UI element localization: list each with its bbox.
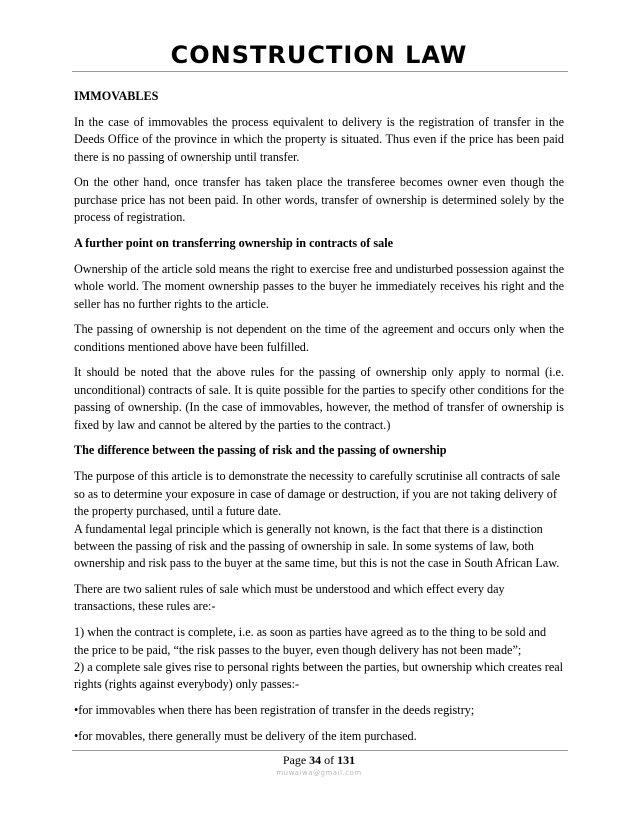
page-number: [0, 753, 638, 768]
paragraph: On the other hand, once transfer has taken place the transferee becomes owner even though the purchase price has not been paid. In other words, transfer of ownership is determined solely by the process of registration.: [74, 175, 564, 225]
section-heading-immovables: IMMOVABLES: [74, 89, 159, 103]
section-heading-risk: The difference between the passing of risk and the passing of ownership: [74, 443, 447, 458]
paragraph: The passing of ownership is not dependent on the time of the agreement and occurs only when the conditions mentioned above have been fulfilled.: [74, 322, 564, 354]
paragraph: A fundamental legal principle which is generally not known, is the fact that there is a distinction between the passing of risk and the passing of ownership in sale. In some systems of law, both ownership and risk pass to the buyer at the same time, but this is not the case in South African Law.: [74, 521, 560, 571]
header-divider: [72, 71, 568, 72]
footer-divider: [72, 750, 568, 751]
paragraph: The purpose of this article is to demonstrate the necessity to carefully scrutinise all contracts of sale so as to determine your exposure in case of damage or destruction, if you are not taking delivery of the property purchased, until a future date.: [74, 469, 560, 519]
paragraph: In the case of immovables the process equivalent to delivery is the registration of transfer in the Deeds Office of the province in which the property is situated. Thus even if the price has been paid there is no passing of ownership until transfer.: [74, 114, 564, 164]
page-number-of: of: [321, 753, 338, 767]
page-content: [74, 88, 564, 753]
rule-item: 2) a complete sale gives rise to personal rights between the parties, but ownership which creates real rights (rights against everybody) only passes:-: [74, 659, 564, 692]
page-header-title: CONSTRUCTION LAW: [170, 41, 468, 69]
page-number-current: 34: [309, 753, 322, 767]
section-heading-transfer: A further point on transferring ownership in contracts of sale: [74, 235, 394, 250]
page-number-total: 131: [337, 753, 356, 767]
bullet-item: •for immovables when there has been registration of transfer in the deeds registry;: [74, 703, 475, 718]
paragraph: It should be noted that the above rules for the passing of ownership only apply to normal (i.e. unconditional) contracts of sale. It is quite possible for the parties to specify other conditions for the passing of ownership. (In the case of immovables, however, the method of transfer of ownership is fixed by law and cannot be altered by the parties to the contract.): [74, 365, 564, 432]
bullet-item: •for movables, there generally must be delivery of the item purchased.: [74, 728, 417, 743]
footer-email: muwaiwa@gmail.com: [276, 769, 362, 777]
page-number-prefix: Page: [282, 753, 310, 767]
rule-item: 1) when the contract is complete, i.e. as soon as parties have agreed as to the thing to be sold and the price to be paid, “the risk passes to the buyer, even though delivery has not been made”;: [74, 625, 547, 657]
paragraph: There are two salient rules of sale which must be understood and which effect every day transactions, these rules are:-: [74, 582, 505, 614]
paragraph: Ownership of the article sold means the right to exercise free and undisturbed possession against the whole world. The moment ownership passes to the buyer he immediately receives his right and the seller has no further rights to the article.: [74, 261, 564, 311]
